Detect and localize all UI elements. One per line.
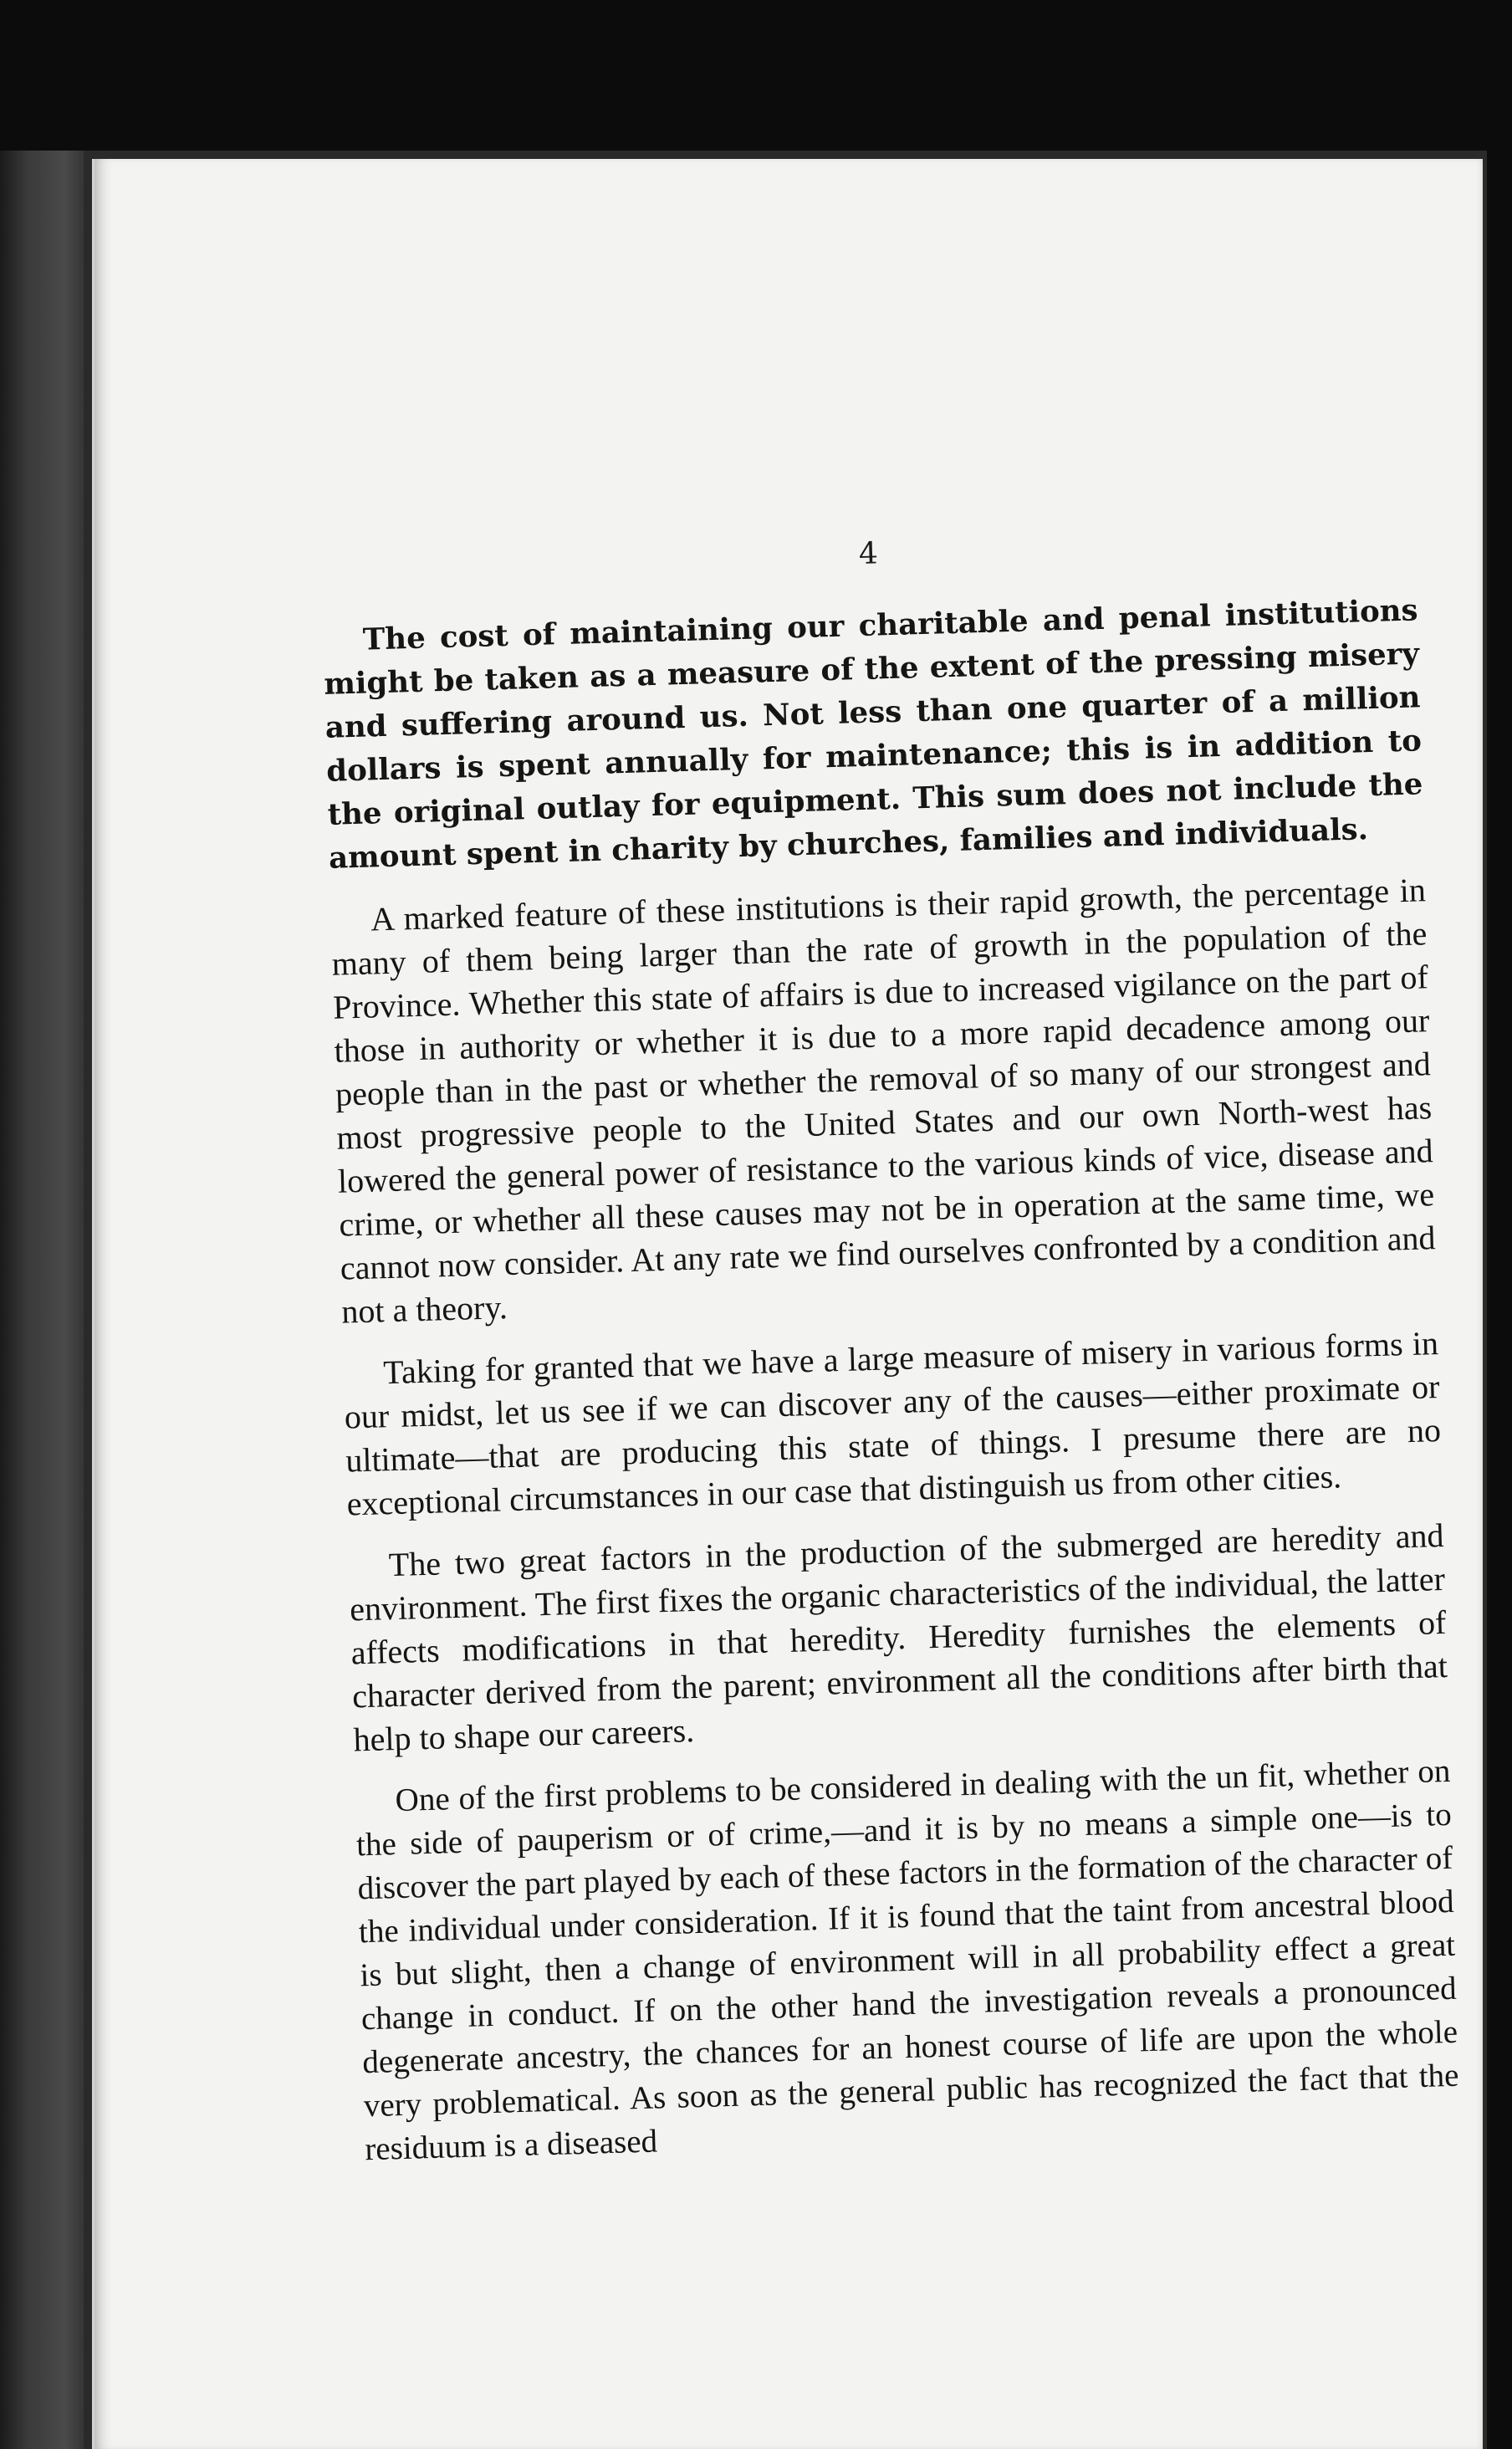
book-cover-edge — [0, 151, 92, 2449]
paragraph-5: One of the first problems to be considered in dealing with the un fit, whether on the side of pauperism or of crime,—and it is by no means a simple one—is to discover the part played by each of these factors in the formation of the character of the individual under consideration. If it is found that the taint from ancestral blood is but slight, then a change of environment will in all probability effect a great change in conduct. If on the other hand the investigation reveals a pronounced degenerate ancestry, the chances for an honest course of life are upon the whole very problematical. As soon as the general public has recognized the fact that the residuum is a diseased — [355, 1752, 1459, 2168]
paragraph-4: The two great factors in the production of the submerged are heredity and environment. The first fixes the organic characteristics of the individual, the latter affects modifications in that heredity. Heredity furnishes the elements of character derived from the parent; environment all the conditions after birth that help to shape our careers. — [349, 1516, 1448, 1759]
page-number: 4 — [858, 536, 879, 572]
paragraph-3: Taking for granted that we have a large measure of misery in various forms in our midst, let us see if we can discover any of the causes—either proximate or ultimate—that are producing this state of things. I presume there are no exceptional circumstances in our case that distinguish us from other cities. — [344, 1324, 1442, 1523]
book-page — [92, 159, 1483, 2449]
paragraph-1: The cost of maintaining our charitable and penal institutions might be taken as a measure of the extent of the pressing misery and suffering around us. Not less than one quarter of a million dollars is spent annually for maintenance; this is in addition to the original outlay for equipment. This sum does not include the amount spent in charity by churches, families and individuals. — [323, 593, 1423, 876]
paragraph-2: A marked feature of these institutions is their rapid growth, the percentage in many of them being larger than the rate of growth in the population of the Province. Whether this state of affairs is due to increased vigilance on the part of those in authority or whether it is due to a more rapid decadence among our people than in the past or whether the removal of so many of our strongest and most progressive people to the United States and our own North-west has lowered the general power of resistance to the various kinds of vice, disease and crime, or whether all these causes may not be in operation at the same time, we cannot now consider. At any rate we find ourselves confronted by a condition and not a theory. — [331, 871, 1437, 1331]
page-text-block — [320, 521, 1461, 2190]
